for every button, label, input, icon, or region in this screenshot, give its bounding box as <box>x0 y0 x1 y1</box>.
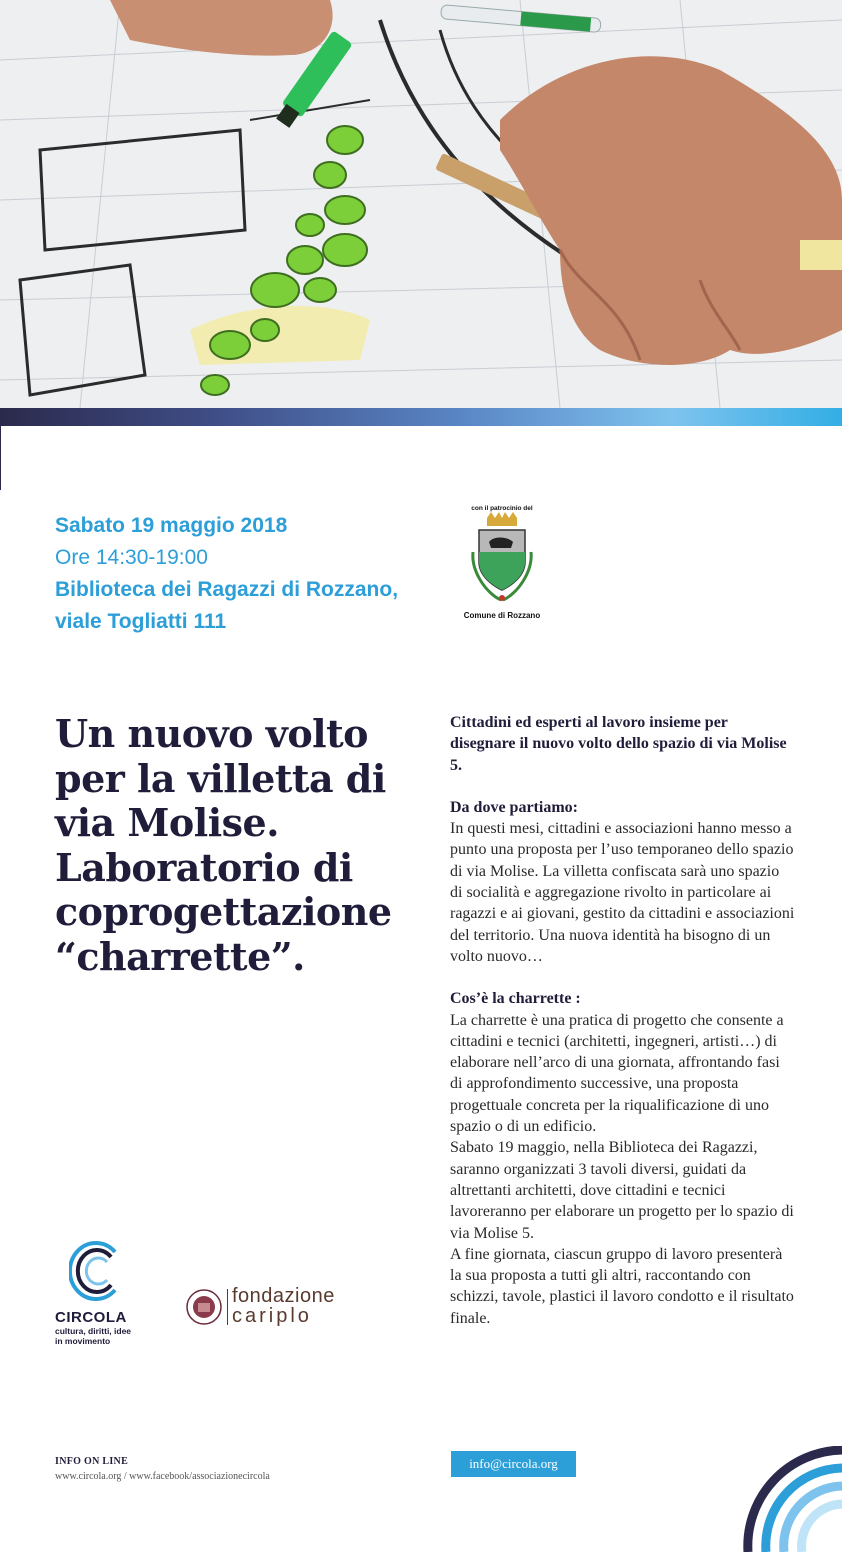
section-paragraph: In questi mesi, cittadini e associazioni hanno messo a punto una proposta per l’uso temporaneo dello spazio di via Molise. La villetta confiscata sarà uno spazio di socialità e aggregazione rivolto in particolare ai ragazzi e ai giovani, gestito da cittadini e associazioni del territorio. Una nuova identità ha bisogno di un volto nuovo… <box>450 820 795 965</box>
headline-line: coprogettazione <box>55 889 392 934</box>
circola-tagline: in movimento <box>55 1336 111 1346</box>
section-paragraph: La charrette è una pratica di progetto che consente a cittadini e tecnici (architetti, ingegneri, artisti…) di elaborare nell’arco di una giornata, affrontando fasi di approfondimento successive, una proposta progettuale concreta per la riqualificazione di uno spazio o di un edificio. <box>450 1011 784 1136</box>
info-label: INFO ON LINE <box>55 1456 129 1467</box>
headline-line: per la villetta di <box>55 755 386 801</box>
divider-line <box>0 426 1 490</box>
cariplo-line1: fondazione <box>232 1285 335 1307</box>
email-button[interactable]: info@circola.org <box>451 1451 576 1477</box>
cariplo-seal-icon <box>186 1289 222 1325</box>
headline-line: Un nuovo volto <box>55 711 369 756</box>
circola-logo <box>55 1240 155 1346</box>
circola-tagline: cultura, diritti, idee <box>55 1326 132 1336</box>
cariplo-line2: cariplo <box>232 1305 312 1327</box>
section-title: Cos’è la charrette : <box>450 990 581 1008</box>
circola-name: CIRCOLA <box>55 1309 127 1326</box>
lead-paragraph: Cittadini ed esperti al lavoro insieme per disegnare il nuovo volto dello spazio di via Molise 5. <box>450 714 787 774</box>
coat-of-arms-icon <box>467 512 537 604</box>
headline-line: Laboratorio di <box>55 844 353 890</box>
patronage-logo <box>462 505 542 621</box>
event-place-line1: Biblioteca dei Ragazzi di Rozzano, <box>55 578 399 601</box>
circola-c-icon <box>69 1240 125 1302</box>
gradient-band <box>0 408 842 426</box>
headline <box>55 712 415 979</box>
headline-line: via Molise. <box>55 800 279 845</box>
decorative-arcs-icon <box>742 1446 842 1552</box>
event-place-line2: viale Togliatti 111 <box>55 610 227 633</box>
patronage-caption: con il patrocinio del <box>471 505 533 512</box>
headline-line: “charrette”. <box>55 933 305 979</box>
event-time: Ore 14:30-19:00 <box>55 546 208 569</box>
cariplo-logo <box>186 1285 366 1329</box>
section-paragraph: Sabato 19 maggio, nella Biblioteca dei Ragazzi, saranno organizzati 3 tavoli diversi, guidati da altrettanti architetti, dove cittadini e tecnici lavoreranno per elaborare un progetto per lo spazio di via Molise 5. <box>450 1139 794 1242</box>
drawing-plan-illustration <box>0 0 842 408</box>
event-date: Sabato 19 maggio 2018 <box>55 514 288 537</box>
section-title: Da dove partiamo: <box>450 798 578 816</box>
section-paragraph: A fine giornata, ciascun gruppo di lavoro presenterà la sua proposta a tutti gli altri, raccontando con schizzi, tavole, plastici il lavoro condotto e il risultato finale. <box>450 1245 794 1327</box>
cariplo-divider <box>227 1289 228 1325</box>
hero-photo <box>0 0 842 408</box>
info-online <box>55 1456 270 1482</box>
patronage-name: Comune di Rozzano <box>463 611 541 620</box>
body-text <box>450 712 795 1329</box>
event-details <box>55 510 455 638</box>
info-links[interactable]: www.circola.org / www.facebook/associazionecircola <box>55 1471 270 1482</box>
